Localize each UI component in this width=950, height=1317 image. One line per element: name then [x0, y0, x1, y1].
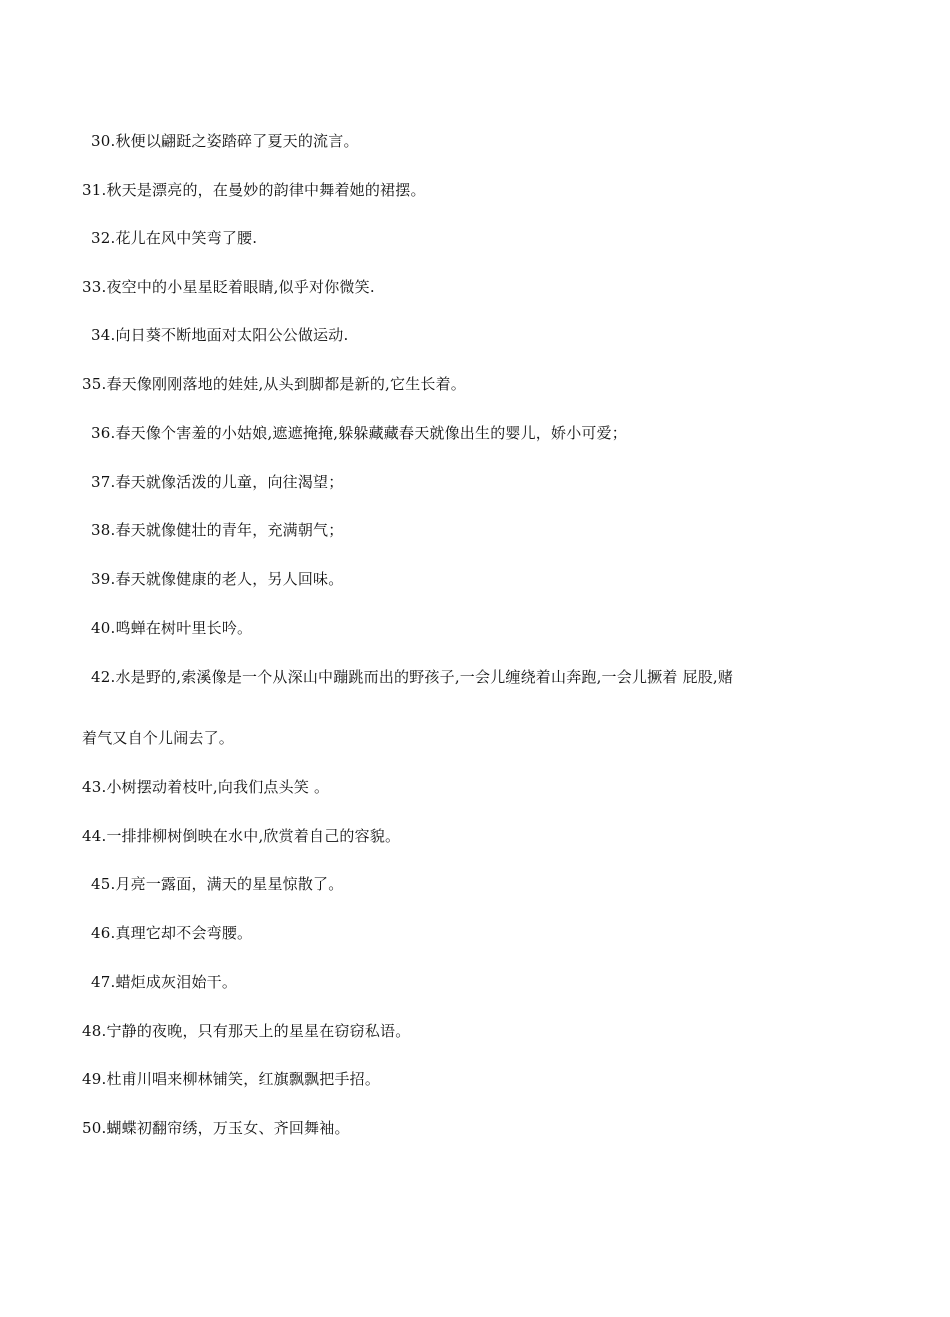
- text-line: 着气又自个儿闹去了。: [82, 729, 235, 747]
- text-line: 42.水是野的,索溪像是一个从深山中蹦跳而出的野孩子,一会儿缠绕着山奔跑,一会儿撅着 屁股,赌: [91, 668, 734, 686]
- text-line: 35.春天像刚刚落地的娃娃,从头到脚都是新的,它生长着。: [82, 375, 466, 393]
- text-line: 31.秋天是漂亮的，在曼妙的韵律中舞着她的裙摆。: [82, 181, 426, 199]
- text-line: 37.春天就像活泼的儿童，向往渴望；: [91, 473, 344, 491]
- text-line: 46.真理它却不会弯腰。: [91, 924, 253, 942]
- text-line: 36.春天像个害羞的小姑娘,遮遮掩掩,躲躲藏藏春天就像出生的婴儿，娇小可爱；: [91, 424, 627, 442]
- text-line: 32.花儿在风中笑弯了腰.: [91, 229, 258, 247]
- text-line: 40.鸣蝉在树叶里长吟。: [91, 619, 253, 637]
- text-line: 38.春天就像健壮的青年，充满朝气；: [91, 521, 344, 539]
- text-line: 47.蜡炬成灰泪始干。: [91, 973, 238, 991]
- text-line: 50.蝴蝶初翻帘绣，万玉女、齐回舞袖。: [82, 1119, 350, 1137]
- text-line: 49.杜甫川唱来柳林铺笑，红旗飘飘把手招。: [82, 1070, 381, 1088]
- text-line: 30.秋便以翩跹之姿踏碎了夏天的流言。: [91, 132, 359, 150]
- text-line: 45.月亮一露面，满天的星星惊散了。: [91, 875, 344, 893]
- text-line: 44.一排排柳树倒映在水中,欣赏着自己的容貌。: [82, 827, 401, 845]
- text-line: 34.向日葵不断地面对太阳公公做运动.: [91, 326, 349, 344]
- text-line: 33.夜空中的小星星眨着眼睛,似乎对你微笑.: [82, 278, 375, 296]
- text-line: 43.小树摆动着枝叶,向我们点头笑 。: [82, 778, 330, 796]
- text-line: 39.春天就像健康的老人，另人回味。: [91, 570, 344, 588]
- text-line: 48.宁静的夜晚，只有那天上的星星在窃窃私语。: [82, 1022, 411, 1040]
